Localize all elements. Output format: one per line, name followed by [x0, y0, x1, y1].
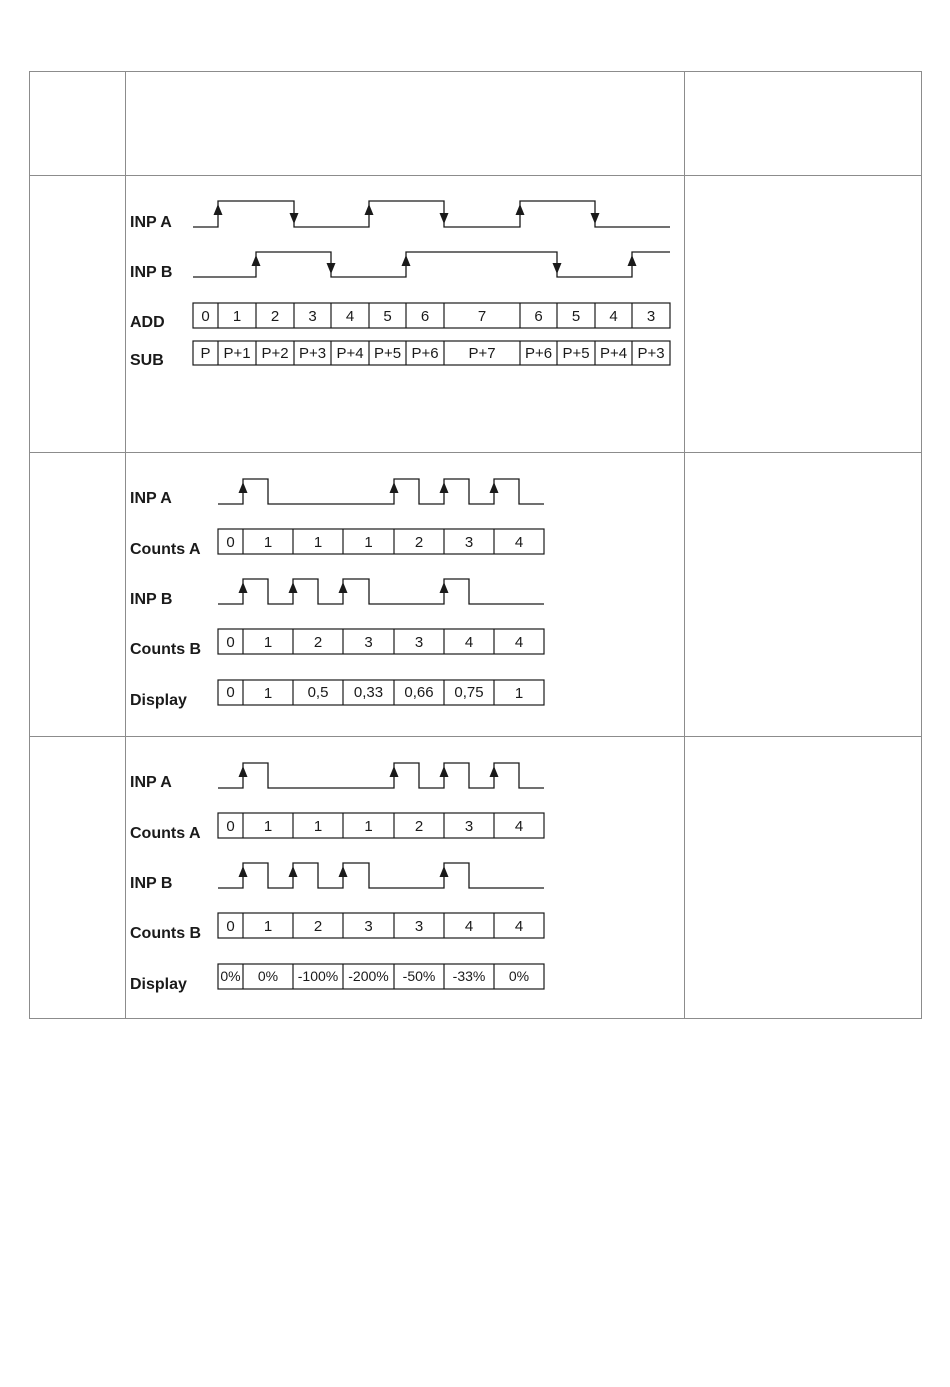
add-cell: 3: [646, 308, 656, 325]
rising-edge-arrow-icon: [516, 204, 525, 215]
counts-a-cell: 0: [226, 818, 235, 835]
counts-b-cell: 4: [464, 918, 474, 935]
rising-edge-arrow-icon: [490, 482, 499, 493]
counts-b-row: [218, 629, 544, 654]
display-cell: 0,5: [307, 684, 329, 701]
rising-edge-arrow-icon: [339, 866, 348, 877]
counts-b-cell: 3: [414, 634, 424, 651]
counts-b-label: Counts B: [130, 641, 202, 658]
counts-a-cell: 4: [514, 534, 524, 551]
add-cell: 4: [609, 308, 618, 325]
counts-a-row: [218, 813, 544, 838]
rising-edge-arrow-icon: [440, 766, 449, 777]
sub-cell: P+7: [468, 345, 496, 362]
display-label: Display: [130, 692, 187, 709]
rising-edge-arrow-icon: [239, 766, 248, 777]
sub-label: SUB: [130, 352, 164, 369]
rising-edge-arrow-icon: [289, 582, 298, 593]
inp-b-waveform: [193, 252, 670, 277]
sub-cell: P: [200, 345, 211, 362]
rising-edge-arrow-icon: [440, 582, 449, 593]
display-cell: 0%: [220, 968, 241, 984]
rising-edge-arrow-icon: [339, 582, 348, 593]
sub-cell: P+5: [373, 345, 402, 362]
falling-edge-arrow-icon: [440, 213, 449, 224]
rising-edge-arrow-icon: [390, 766, 399, 777]
diagram-add-sub: [130, 201, 670, 369]
counts-a-cell: 1: [313, 818, 323, 835]
counts-b-cell: 2: [313, 918, 323, 935]
display-row: [218, 964, 544, 989]
display-cell: 0%: [257, 968, 279, 984]
add-cell: 7: [477, 308, 487, 325]
display-cell: 0,33: [353, 684, 384, 701]
counts-b-cell: 0: [226, 918, 235, 935]
rising-edge-arrow-icon: [239, 866, 248, 877]
rising-edge-arrow-icon: [490, 766, 499, 777]
sub-cell: P+6: [411, 345, 439, 362]
inp-b-waveform: [218, 579, 544, 604]
display-label: Display: [130, 976, 187, 993]
rising-edge-arrow-icon: [239, 482, 248, 493]
add-cell: 0: [201, 308, 210, 325]
rising-edge-arrow-icon: [289, 866, 298, 877]
counts-a-cell: 3: [464, 818, 474, 835]
falling-edge-arrow-icon: [553, 263, 562, 274]
counts-b-cell: 4: [514, 918, 524, 935]
display-cell: 1: [514, 685, 524, 702]
sub-cell: P+6: [524, 345, 553, 362]
sub-cell: P+4: [599, 345, 628, 362]
counts-b-cell: 0: [226, 634, 235, 651]
inp-b-waveform: [218, 863, 544, 888]
counts-a-cell: 1: [313, 534, 323, 551]
rising-edge-arrow-icon: [239, 582, 248, 593]
inp-b-edge-arrows: [252, 255, 637, 274]
inp-b-label: INP B: [130, 875, 173, 892]
rising-edge-arrow-icon: [402, 255, 411, 266]
rising-edge-arrow-icon: [214, 204, 223, 215]
inp-a-label: INP A: [130, 774, 172, 791]
diagram-ratio: [130, 479, 544, 709]
falling-edge-arrow-icon: [591, 213, 600, 224]
counts-a-cell: 1: [263, 534, 273, 551]
add-cell: 4: [345, 308, 355, 325]
inp-b-label: INP B: [130, 591, 173, 608]
display-row: [218, 680, 544, 705]
add-row-frame: [193, 303, 670, 328]
add-cell: 6: [534, 308, 543, 325]
add-label: ADD: [130, 314, 165, 331]
counts-a-cell: 1: [364, 534, 373, 551]
display-cell: 0,75: [454, 684, 484, 701]
add-cell: 2: [270, 308, 280, 325]
display-cell: 0%: [508, 968, 530, 984]
display-cell: -200%: [348, 968, 389, 984]
counts-b-cell: 3: [364, 634, 373, 651]
counts-b-cell: 4: [464, 634, 474, 651]
add-cell: 6: [420, 308, 430, 325]
display-cell: 0,66: [404, 684, 434, 701]
display-cell: 1: [263, 685, 273, 702]
inp-a-edge-arrows: [214, 204, 600, 224]
add-cell: 5: [383, 308, 392, 325]
add-counter-row: [193, 303, 670, 328]
sub-cell: P+1: [223, 345, 251, 362]
counts-b-cell: 1: [263, 918, 273, 935]
counts-a-cell: 3: [464, 534, 474, 551]
counts-a-cell: 1: [263, 818, 273, 835]
sub-cell: P+4: [336, 345, 364, 362]
counts-a-row: [218, 529, 544, 554]
diagram-percentage: [130, 763, 544, 993]
sub-cell: P+3: [637, 345, 665, 362]
inp-b-label: INP B: [130, 264, 173, 281]
counts-b-row: [218, 913, 544, 938]
add-cell: 5: [571, 308, 581, 325]
add-cell: 1: [232, 308, 242, 325]
rising-edge-arrow-icon: [390, 482, 399, 493]
display-cell: -50%: [402, 968, 436, 984]
counts-b-cell: 4: [514, 634, 524, 651]
counts-b-cell: 3: [414, 918, 424, 935]
rising-edge-arrow-icon: [628, 255, 637, 266]
rising-edge-arrow-icon: [440, 866, 449, 877]
counts-a-cell: 4: [514, 818, 524, 835]
counts-b-cell: 2: [313, 634, 323, 651]
counts-a-cell: 0: [226, 534, 235, 551]
counts-a-cell: 1: [364, 818, 373, 835]
counts-a-cell: 2: [414, 818, 424, 835]
counts-a-label: Counts A: [130, 541, 201, 558]
sub-cell: P+2: [261, 345, 289, 362]
display-cell: -100%: [297, 968, 339, 984]
rising-edge-arrow-icon: [440, 482, 449, 493]
add-cell: 3: [308, 308, 317, 325]
rising-edge-arrow-icon: [252, 255, 261, 266]
counts-b-label: Counts B: [130, 925, 202, 942]
sub-counter-row: [193, 341, 670, 365]
inp-a-label: INP A: [130, 490, 172, 507]
counts-a-label: Counts A: [130, 825, 201, 842]
inp-a-label: INP A: [130, 214, 172, 231]
counts-a-cell: 2: [414, 534, 424, 551]
display-cell: -33%: [452, 968, 486, 984]
sub-cell: P+5: [562, 345, 590, 362]
falling-edge-arrow-icon: [327, 263, 336, 274]
display-cell: 0: [226, 684, 235, 701]
counts-b-cell: 1: [263, 634, 273, 651]
counts-b-cell: 3: [364, 918, 373, 935]
sub-cell: P+3: [298, 345, 327, 362]
falling-edge-arrow-icon: [290, 213, 299, 224]
rising-edge-arrow-icon: [365, 204, 374, 215]
